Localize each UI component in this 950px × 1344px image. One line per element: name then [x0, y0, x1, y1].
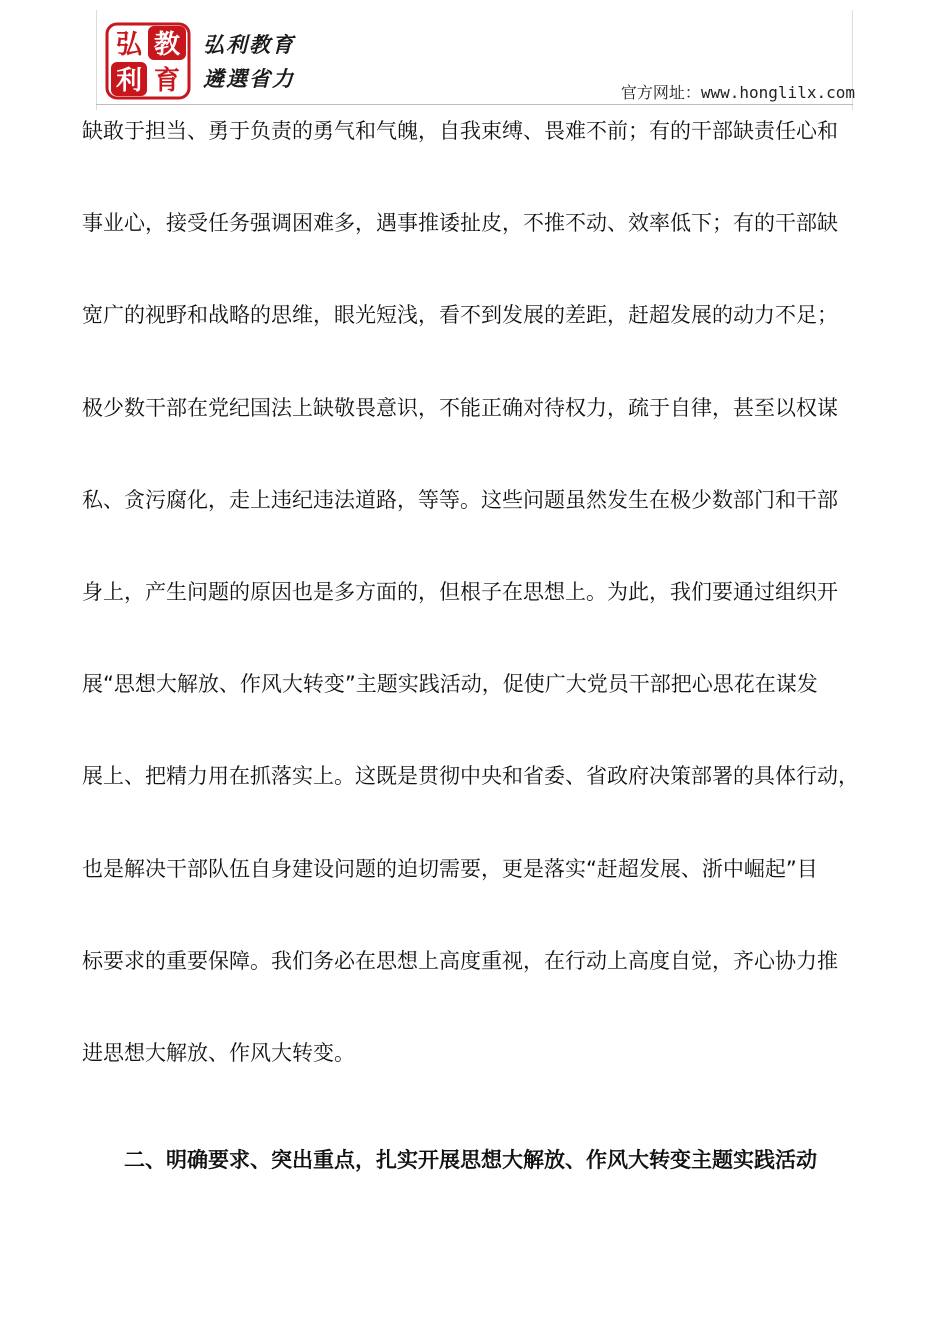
- brand-name: [203, 28, 323, 96]
- body-line: 标要求的重要保障。我们务必在思想上高度重视，在行动上高度自觉，齐心协力推: [82, 948, 838, 973]
- website-link[interactable]: 官方网址：www.honglilx.com: [620, 83, 855, 102]
- logo-char-2: 教: [153, 30, 181, 60]
- page-header: [100, 18, 855, 106]
- header-divider: [96, 104, 853, 105]
- logo-char-3: 利: [115, 66, 143, 96]
- brand-line-1: 弘利教育: [203, 32, 295, 57]
- page-frame-left: [96, 10, 97, 110]
- body-line: 展“思想大解放、作风大转变”主题实践活动，促使广大党员干部把心思花在谋发: [82, 672, 818, 697]
- body-line: 极少数干部在党纪国法上缺敬畏意识，不能正确对待权力，疏于自律，甚至以权谋: [82, 395, 838, 420]
- logo-char-1: 弘: [115, 30, 143, 60]
- section-heading: 二、明确要求、突出重点，扎实开展思想大解放、作风大转变主题实践活动: [124, 1148, 817, 1172]
- body-line: 展上、把精力用在抓落实上。这既是贯彻中央和省委、省政府决策部署的具体行动，: [82, 764, 859, 789]
- body-line: 也是解决干部队伍自身建设问题的迫切需要，更是落实“赶超发展、浙中崛起”目: [82, 856, 818, 881]
- body-line: 进思想大解放、作风大转变。: [82, 1040, 355, 1065]
- logo-char-4: 育: [153, 66, 181, 96]
- body-line: 身上，产生问题的原因也是多方面的，但根子在思想上。为此，我们要通过组织开: [82, 579, 838, 604]
- body-paragraph: [82, 106, 862, 1120]
- body-line: 缺敢于担当、勇于负责的勇气和气魄，自我束缚、畏难不前；有的干部缺责任心和: [82, 119, 838, 143]
- body-line: 宽广的视野和战略的思维，眼光短浅，看不到发展的差距，赶超发展的动力不足；: [82, 303, 838, 328]
- body-line: 事业心，接受任务强调困难多，遇事推诿扯皮，不推不动、效率低下；有的干部缺: [82, 211, 838, 236]
- logo-seal: [105, 22, 191, 100]
- body-line: 私、贪污腐化，走上违纪违法道路，等等。这些问题虽然发生在极少数部门和干部: [82, 487, 838, 512]
- brand-line-2: 遴選省力: [203, 66, 295, 91]
